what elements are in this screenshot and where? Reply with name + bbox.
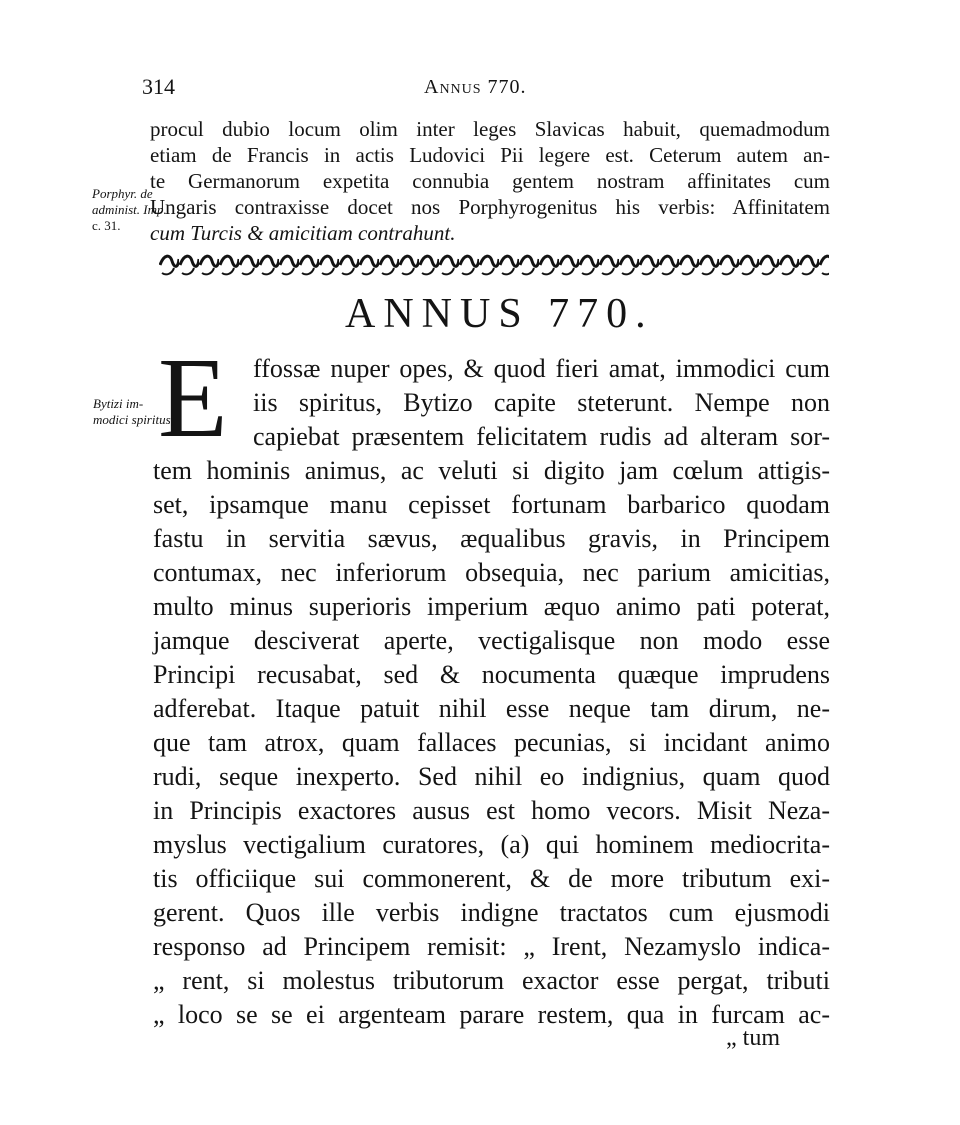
margin-note-bytizi — [93, 396, 174, 428]
intro-line: Ungaris contraxisse docet nos Porphyrogenitus his verbis: Affinitatem — [150, 195, 830, 219]
margin-note-line: Bytizi im- — [93, 396, 144, 411]
body-line: set, ipsamque manu cepisset fortunam barbarico quodam — [153, 490, 830, 519]
body-line: rudi, seque inexperto. Sed nihil eo indignius, quam quod — [153, 762, 830, 791]
intro-line: etiam de Francis in actis Ludovici Pii legere est. Ceterum autem an- — [150, 143, 830, 167]
body-line: myslus vectigalium curatores, (a) qui hominem mediocrita- — [153, 830, 830, 859]
drop-cap: E — [158, 334, 228, 461]
intro-paragraph — [150, 116, 830, 246]
body-paragraph — [153, 454, 830, 1032]
body-line: contumax, nec inferiorum obsequia, nec parium amicitias, — [153, 558, 830, 587]
intro-line: cum Turcis & amicitiam contrahunt. — [150, 221, 456, 245]
margin-note-line: c. 31. — [92, 218, 121, 233]
body-line: ffossæ nuper opes, & quod fieri amat, immodici cum — [253, 354, 830, 383]
ornament-band — [159, 253, 829, 277]
section-heading: ANNUS 770. — [345, 291, 654, 337]
body-line: responso ad Principem remisit: „ Irent, Nezamyslo indica- — [153, 932, 830, 961]
body-line: multo minus superioris imperium æquo animo pati poterat, — [153, 592, 830, 621]
intro-line: procul dubio locum olim inter leges Slavicas habuit, quemadmodum — [150, 117, 830, 141]
running-title: Annus 770. — [424, 76, 527, 98]
margin-note-porphyr — [92, 186, 167, 234]
body-line: tem hominis animus, ac veluti si digito jam cœlum attigis- — [153, 456, 830, 485]
body-line: jamque desciverat aperte, vectigalisque non modo esse — [153, 626, 830, 655]
body-line: adferebat. Itaque patuit nihil esse neque tam dirum, ne- — [153, 694, 830, 723]
margin-note-line: modici spiritus, — [93, 412, 174, 427]
body-line: que tam atrox, quam fallaces pecunias, si incidant animo — [153, 728, 830, 757]
body-line: iis spiritus, Bytizo capite steterunt. Nempe non — [253, 388, 830, 417]
body-line: in Principis exactores ausus est homo vecors. Misit Neza- — [153, 796, 830, 825]
body-first-lines — [253, 352, 830, 454]
body-line: tis officiique sui commonerent, & de more tributum exi- — [153, 864, 830, 893]
body-line: „ rent, si molestus tributorum exactor esse pergat, tributi — [153, 966, 830, 995]
body-line: Principi recusabat, sed & nocumenta quæque imprudens — [153, 660, 830, 689]
body-line: „ loco se se ei argenteam parare restem, qua in furcam ac- — [153, 1000, 830, 1029]
page-number: 314 — [142, 74, 175, 99]
margin-note-line: Porphyr. de — [92, 186, 153, 201]
margin-note-line: administ. Imp. — [92, 202, 167, 217]
body-line: fastu in servitia sævus, æqualibus gravis, in Principem — [153, 524, 830, 553]
intro-line: te Germanorum expetita connubia gentem nostram affinitates cum — [150, 169, 830, 193]
body-line: gerent. Quos ille verbis indigne tractatos cum ejusmodi — [153, 898, 830, 927]
body-line: capiebat præsentem felicitatem rudis ad alteram sor- — [253, 422, 830, 451]
catchword: „ tum — [726, 1025, 780, 1051]
